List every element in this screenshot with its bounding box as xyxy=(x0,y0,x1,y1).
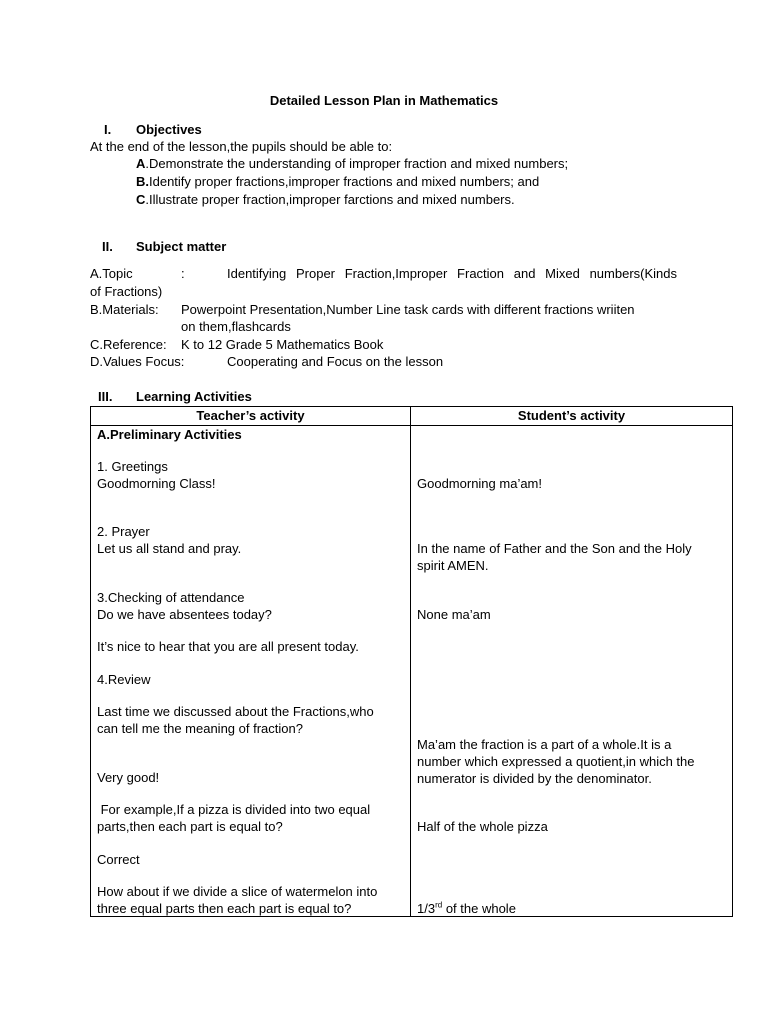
student-activity-cell xyxy=(411,426,733,917)
student-line: In the name of Father and the Son and the Holy xyxy=(417,541,692,556)
objective-text: .Demonstrate the understanding of improper fraction and mixed numbers; xyxy=(145,156,569,171)
values-focus-label: D.Values Focus: xyxy=(90,354,185,369)
objective-item-a xyxy=(136,156,568,171)
header-teacher-activity: Teacher’s activity xyxy=(91,407,411,426)
teacher-line: three equal parts then each part is equal to? xyxy=(97,901,352,916)
student-line: Half of the whole pizza xyxy=(417,819,548,834)
teacher-line: It’s nice to hear that you are all present today. xyxy=(97,639,359,654)
table-header-row xyxy=(91,407,733,426)
objective-text: .Illustrate proper fraction,improper farctions and mixed numbers. xyxy=(145,192,515,207)
teacher-line: 1. Greetings xyxy=(97,459,168,474)
objective-item-b xyxy=(136,174,539,189)
objective-letter: B. xyxy=(136,174,149,189)
teacher-activity-cell xyxy=(91,426,411,917)
section-numeral-objectives: I. xyxy=(104,122,112,137)
reference-label: C.Reference: xyxy=(90,337,167,352)
topic-value: Identifying Proper Fraction,Improper Fraction and Mixed numbers(Kinds xyxy=(227,266,677,281)
teacher-line: 4.Review xyxy=(97,672,151,687)
page-title: Detailed Lesson Plan in Mathematics xyxy=(269,93,499,108)
materials-value: Powerpoint Presentation,Number Line task cards with different fractions wriiten xyxy=(181,302,635,317)
student-line: numerator is divided by the denominator. xyxy=(417,771,652,786)
student-line: Ma’am the fraction is a part of a whole.It is a xyxy=(417,737,672,752)
objective-item-c xyxy=(136,192,515,207)
teacher-line: parts,then each part is equal to? xyxy=(97,819,283,834)
teacher-line: Let us all stand and pray. xyxy=(97,541,242,556)
fraction-value: 1/3 xyxy=(417,901,436,916)
header-student-activity: Student’s activity xyxy=(411,407,733,426)
student-line-fraction xyxy=(417,901,516,918)
teacher-line: For example,If a pizza is divided into two equal xyxy=(97,802,371,817)
teacher-line: Do we have absentees today? xyxy=(97,607,272,622)
materials-label: B.Materials: xyxy=(90,302,159,317)
section-numeral-learning: III. xyxy=(98,389,113,404)
teacher-line: 2. Prayer xyxy=(97,524,150,539)
objective-text: Identify proper fractions,improper fractions and mixed numbers; and xyxy=(149,174,540,189)
teacher-line: Goodmorning Class! xyxy=(97,476,216,491)
topic-colon: : xyxy=(181,266,185,281)
objective-letter: C xyxy=(136,192,146,207)
teacher-line: Correct xyxy=(97,852,140,867)
preliminary-activities-heading: A.Preliminary Activities xyxy=(97,427,242,442)
materials-value-cont: on them,flashcards xyxy=(181,319,291,334)
teacher-line: Very good! xyxy=(97,770,160,785)
values-focus-value: Cooperating and Focus on the lesson xyxy=(227,354,444,369)
student-line: number which expressed a quotient,in which the xyxy=(417,754,695,769)
objective-letter: A xyxy=(136,156,146,171)
student-line: None ma’am xyxy=(417,607,491,622)
teacher-line: 3.Checking of attendance xyxy=(97,590,245,605)
teacher-line: How about if we divide a slice of watermelon into xyxy=(97,884,378,899)
fraction-suffix-text: of the whole xyxy=(442,901,516,916)
section-heading-objectives: Objectives xyxy=(136,122,202,137)
learning-activities-table xyxy=(90,406,733,917)
teacher-line: Last time we discussed about the Fractions,who xyxy=(97,704,374,719)
reference-value: K to 12 Grade 5 Mathematics Book xyxy=(181,337,384,352)
objectives-intro: At the end of the lesson,the pupils should be able to: xyxy=(90,139,393,154)
section-numeral-subject: II. xyxy=(102,239,113,254)
student-line: Goodmorning ma’am! xyxy=(417,476,542,491)
table-row xyxy=(91,426,733,917)
student-line: spirit AMEN. xyxy=(417,558,489,573)
section-heading-learning: Learning Activities xyxy=(136,389,252,404)
topic-label: A.Topic xyxy=(90,266,133,281)
teacher-line: can tell me the meaning of fraction? xyxy=(97,721,303,736)
section-heading-subject: Subject matter xyxy=(136,239,227,254)
ordinal-suffix: rd xyxy=(435,900,443,910)
topic-value-cont: of Fractions) xyxy=(90,284,163,299)
